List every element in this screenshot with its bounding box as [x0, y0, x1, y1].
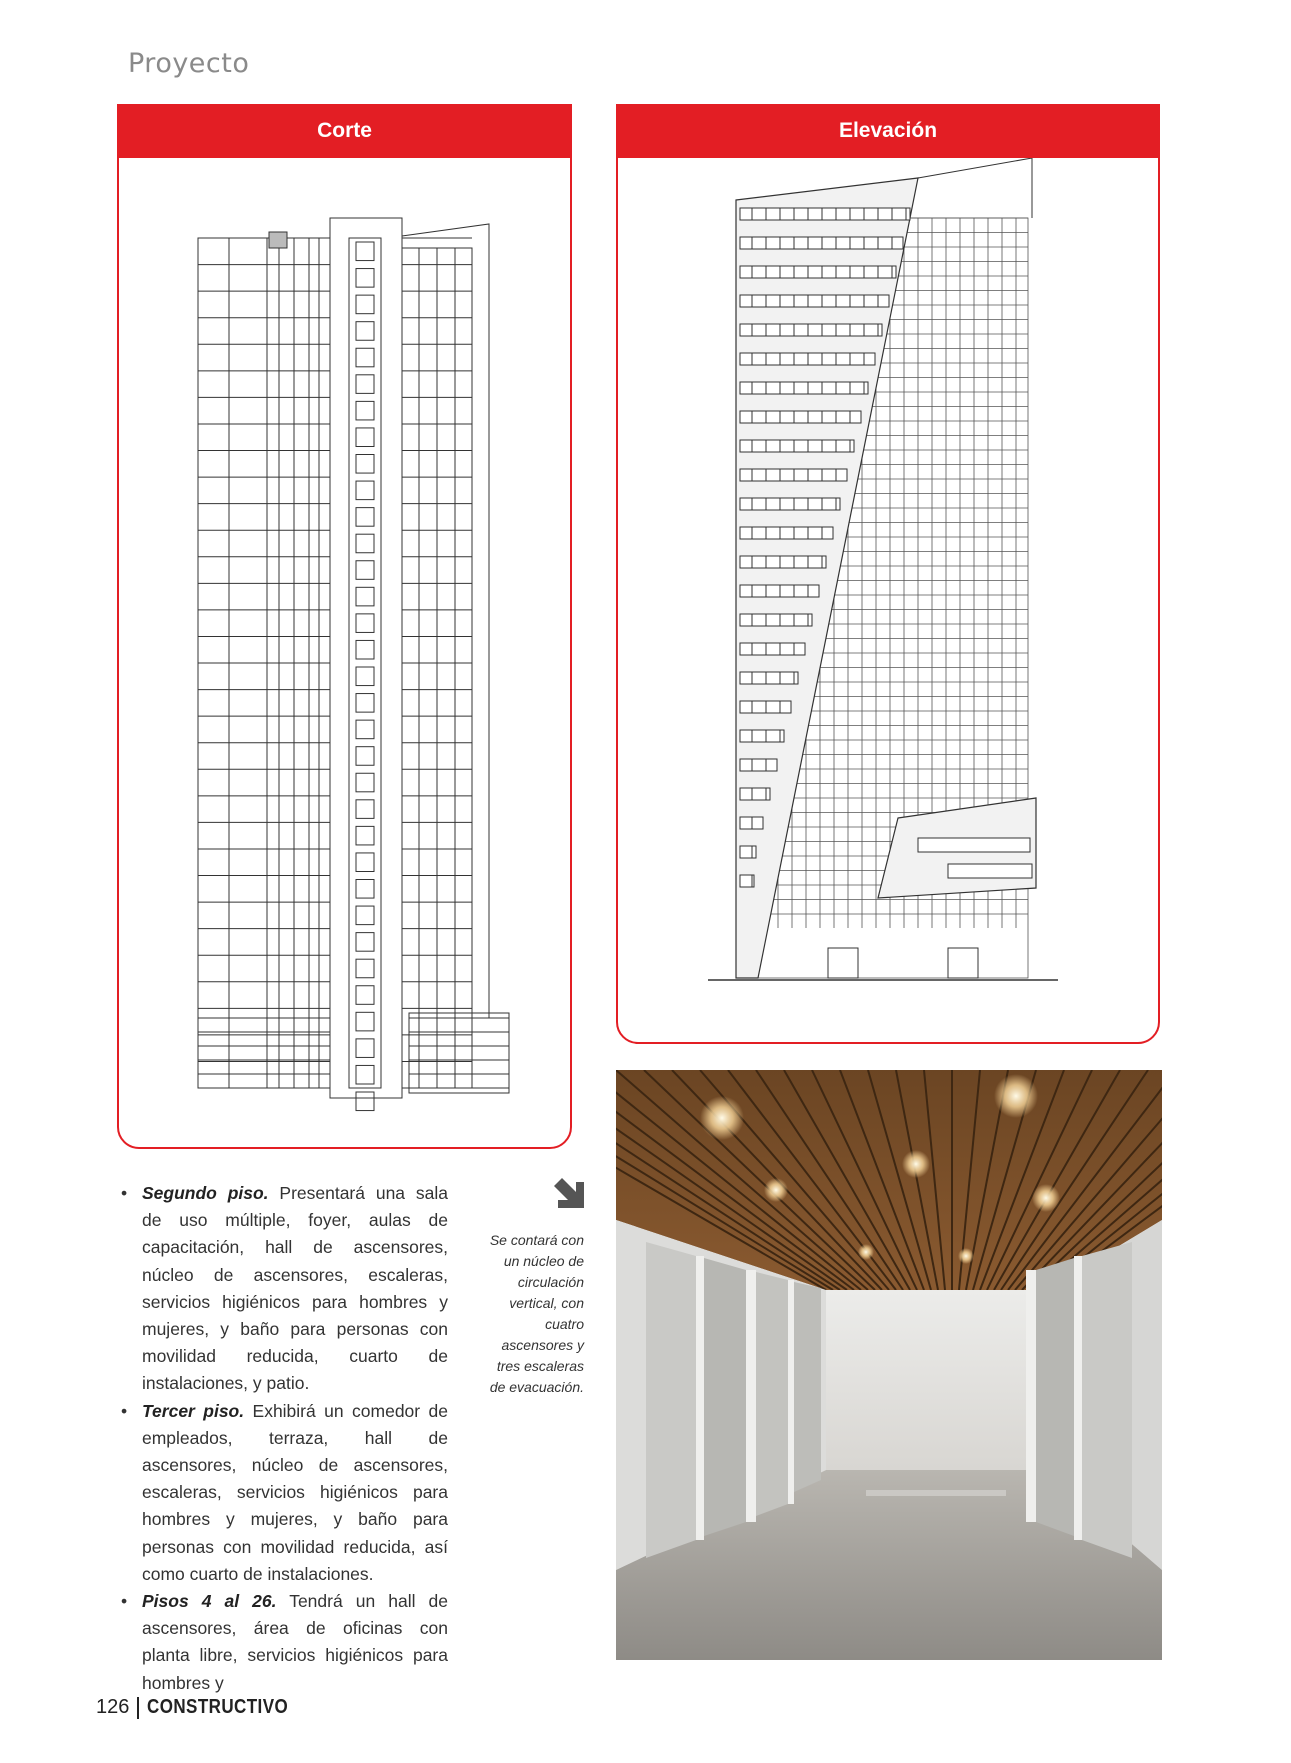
footer-divider: [137, 1697, 139, 1719]
section-drawing: [119, 158, 570, 1143]
list-item: • Pisos 4 al 26. Tendrá un hall de ascensores, área de oficinas con planta libre, servicios higiénicos para hombres y: [118, 1588, 448, 1697]
corte-panel: [117, 104, 572, 1149]
elevator-lobby-photo: [616, 1070, 1162, 1660]
magazine-name: CONSTRUCTIVO: [147, 1696, 289, 1718]
floor-description-list: [118, 1180, 448, 1697]
list-item: • Tercer piso. Exhibirá un comedor de empleados, terraza, hall de ascensores, núcleo de ascensores, escaleras, servicios higiénicos para hombres y mujeres, y baño para personas con movilidad reducida, así como cuarto de instalaciones.: [118, 1398, 448, 1588]
corte-title: Corte: [117, 104, 572, 158]
list-item: • Segundo piso. Presentará una sala de uso múltiple, foyer, aulas de capacitación, hall de ascensores, núcleo de ascensores, escaleras, servicios higiénicos para hombres y mujeres, y baño para personas con movilidad reducida, cuarto de instalaciones, y patio.: [118, 1180, 448, 1398]
section-label: Proyecto: [128, 48, 250, 79]
elevacion-title: Elevación: [616, 104, 1160, 158]
photo-caption: Se contará con un núcleo de circulación vertical, con cuatro ascensores y tres escaleras de evacuación.: [489, 1232, 584, 1395]
elevation-drawing: [618, 158, 1158, 1038]
arrow-down-right-icon: [552, 1176, 586, 1210]
page-footer: [96, 1696, 313, 1719]
elevacion-panel: [616, 104, 1160, 1044]
page-number: 126: [96, 1696, 130, 1718]
